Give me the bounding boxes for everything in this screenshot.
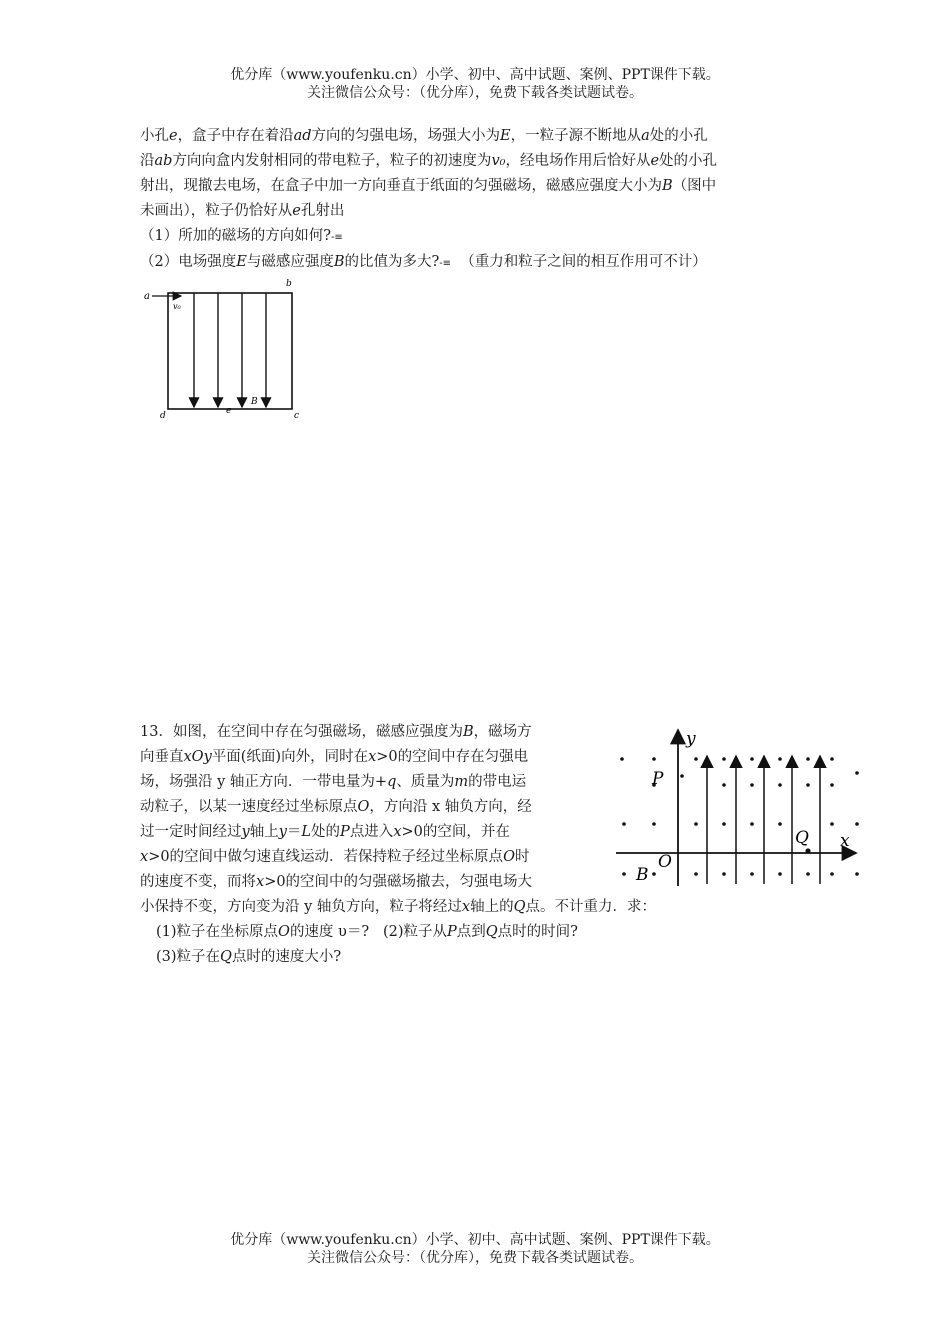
- label-Q: Q: [795, 828, 809, 848]
- label-v0: v₀: [173, 302, 181, 311]
- electric-field-lines: [707, 756, 820, 884]
- p12-line-4: 未画出），粒子仍恰好从e孔射出: [140, 203, 345, 219]
- p13-line-1: 13．如图，在空间中存在匀强磁场，磁感应强度为B，磁场方: [140, 724, 532, 740]
- p13-question-1-2: (1)粒子在坐标原点O的速度 υ＝? (2)粒子从P点到Q点时的时间?: [156, 924, 578, 940]
- label-d: d: [160, 411, 166, 421]
- p13-line-6: x>0的空间中做匀速直线运动．若保持粒子经过坐标原点O时: [140, 849, 530, 865]
- header-line-1: 优分库（www.youfenku.cn）小学、初中、高中试题、案例、PPT课件下载。: [230, 67, 720, 83]
- label-a: a: [144, 291, 150, 302]
- label-B: B: [251, 397, 258, 407]
- p13-line-4: 动粒子，以某一速度经过坐标原点O，方向沿 x 轴负方向，经: [140, 799, 532, 815]
- label-O: O: [658, 852, 672, 872]
- p12-line-2: 沿ab方向向盒内发射相同的带电粒子，粒子的初速度为v₀，经电场作用后恰好从e处的小孔: [140, 153, 718, 169]
- p12-question-2: （2）电场强度E与磁感应强度B的比值为多大?-≡ （重力和粒子之间的相互作用可不计）: [140, 254, 707, 270]
- p13-line-7: 的速度不变，而将x>0的空间中的匀强磁场撤去，匀强电场大: [140, 874, 533, 890]
- point-Q-dot: [805, 848, 810, 853]
- label-e: e: [226, 406, 232, 416]
- label-B: B: [636, 865, 649, 885]
- p13-line-5: 过一定时间经过y轴上y＝L处的P点进入x>0的空间，并在: [140, 824, 510, 840]
- coordinate-field-diagram: [612, 722, 862, 890]
- label-y: y: [686, 729, 696, 749]
- label-P: P: [652, 769, 664, 789]
- label-c: c: [294, 411, 300, 421]
- problem-12-text: [140, 124, 717, 224]
- p12-question-1: （1）所加的磁场的方向如何?-≡: [140, 228, 343, 244]
- p13-question-3: (3)粒子在Q点时的速度大小?: [156, 949, 342, 965]
- page-header: [0, 66, 950, 102]
- problem-13-text: [140, 720, 656, 970]
- p13-line-2: 向垂直xOy平面(纸面)向外，同时在x>0的空间中存在匀强电: [140, 749, 529, 765]
- p13-line-8: 小保持不变，方向变为沿 y 轴负方向，粒子将经过x轴上的Q点。不计重力．求：: [140, 899, 656, 915]
- footer-line-1: 优分库（www.youfenku.cn）小学、初中、高中试题、案例、PPT课件下载。: [230, 1232, 720, 1248]
- label-x: x: [840, 831, 850, 851]
- p12-line-1: 小孔e，盒子中存在着沿ad方向的匀强电场，场强大小为E，一粒子源不断地从a处的小孔: [140, 128, 708, 144]
- footer-line-2: 关注微信公众号：（优分库），免费下载各类试题试卷。: [307, 1250, 643, 1266]
- box-field-diagram: [140, 276, 310, 422]
- problem-12-questions: [140, 224, 707, 276]
- p12-line-3: 射出，现撤去电场，在盒子中加一方向垂直于纸面的匀强磁场，磁感应强度大小为B（图中: [140, 178, 717, 194]
- p13-line-3: 场，场强沿 y 轴正方向．一带电量为+q、质量为m的带电运: [140, 774, 527, 790]
- header-line-2: 关注微信公众号：（优分库），免费下载各类试题试卷。: [307, 85, 643, 101]
- label-b: b: [286, 279, 292, 289]
- page-footer: [0, 1231, 950, 1267]
- box-outline: [168, 293, 292, 409]
